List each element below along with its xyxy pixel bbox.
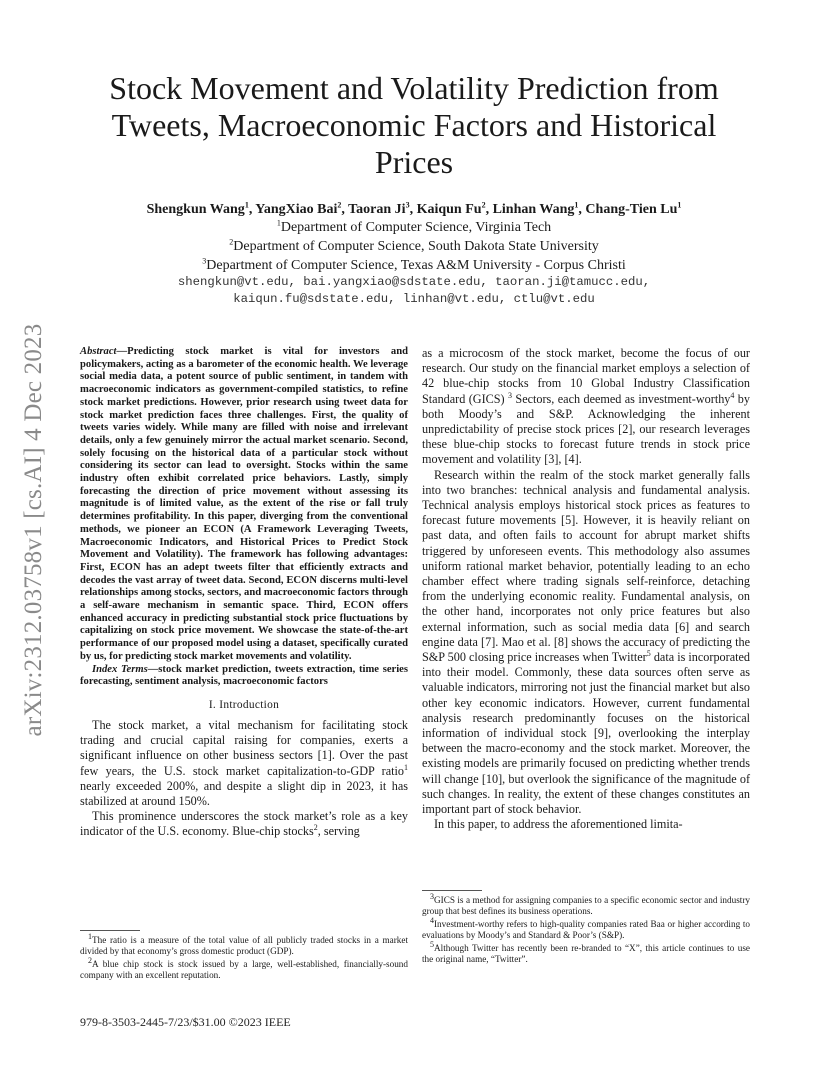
author-list: Shengkun Wang$^1$, YangXiao Bai$^2$, Taoran Ji$^3$, Kaiqun Fu$^2$, Linhan Wang$^1$, Chang-Tien Lu$^1$ [146,200,682,217]
footnote-mark: 4 [430,915,434,925]
paragraph-text: Sectors, each deemed as investment-worthy [512,391,731,406]
affiliation-mark: 2 [229,237,234,247]
footnote-ref: 5 [646,649,651,658]
affiliation-list [80,218,748,275]
footnote-ref: 2 [313,823,318,833]
footnote-rule [80,930,140,931]
footnote-text: A blue chip stock is stock issued by a large, well-established, financially-sound company with an excellent reputation. [80,959,408,980]
author-name: Linhan Wang [492,202,575,217]
body-paragraph [80,718,408,809]
abstract-text: —Predicting stock market is vital for investors and policymakers, acting as a barometer of the economic health. We leverage social media data, a potent source of public sentiment, in tandem with macroeconomic indicators as government-compiled statistics, to refine stock market predictions. However, prior research using tweet data for stock market prediction faces three challenges. First, the quality of tweets varies widely. While many are filled with noise and irrelevant details, only a few genuinely mirror the actual market scenario. Second, solely focusing on the historical data of a particular stock without considering its sector can lead to oversight. Stocks within the same industry often exhibit correlated price behaviors. Lastly, simply forecasting the direction of price movement without assessing its magnitude is of limited value, as the extent of the rise or fall truly determines profitability. In this paper, diverging from the conventional methods, we pioneer an ECON (A Framework Leveraging Tweets, Macroeconomic Indicators, and Historical Prices to Predict Stock Movement and Volatility). The framework has following advantages: First, ECON has an adept tweets filter that efficiently extracts and decodes the vast array of tweet data. Second, ECON discerns multi-level relationships among stocks, sectors, and macroeconomic factors through a self-aware mechanism in semantic space. Third, ECON offers enhanced accuracy in predicting substantial stock price fluctuations by capitalizing on stock price movement. We showcase the state-of-the-art performance of our proposed model using a dataset, specifically curated by us, for predicting stock market movements and volatility. [80,346,408,662]
author-name: Shengkun Wang [146,202,245,217]
author-affiliation-mark: 2 [337,200,342,210]
body-paragraph [422,468,750,818]
footnote-text: The ratio is a measure of the total value of all publicly traded stocks in a market divided by that economy’s gross domestic product (GDP). [80,935,408,956]
paragraph-text: In this paper, to address the aforementioned limita- [434,817,683,832]
left-column [80,346,408,840]
footnote [80,931,408,957]
footnote-ref: 3 [508,390,513,400]
body-paragraph [80,809,408,839]
arxiv-identifier: arXiv:2312.03758v1 [cs.AI] 4 Dec 2023 [20,323,47,737]
author-affiliation-mark: 1 [574,200,579,210]
email-list [80,274,748,308]
footnote-mark: 2 [88,955,92,965]
arxiv-side-stamp [4,300,64,760]
paper-title: Stock Movement and Volatility Prediction from Tweets, Macroeconomic Factors and Historical Prices [109,70,719,180]
author-name: Taoran Ji [348,202,406,217]
author-name: YangXiao Bai [255,202,338,217]
footnote-ref: 4 [730,390,735,400]
footnote-text: GICS is a method for assigning companies to a specific economic sector and industry group that best defines its business operations. [422,895,750,916]
footnote [422,939,750,965]
footnote-text: Although Twitter has recently been re-branded to “X”, this article continues to use the original name, “Twitter”. [422,943,750,964]
author-affiliation-mark: 1 [244,200,249,210]
paragraph-text: data is incorporated into their model. Commonly, these data sources often serve as valuable indicators, mirroring not just the financial market but also other key economic indicators. However, current fundamental analysis research predominantly focuses on the historical information of individual stock [9], overlooking the interplay between the macro-economy and the stock market. Moreover, the existing models are primarily focused on predicting whether trends will change [10], but overlook the significance of the magnitude of such changes. In reality, the extent of these changes constitutes an important part of stock behavior. [422,650,750,817]
footnote-text: Investment-worthy refers to high-quality companies rated Baa or higher according to evaluations by Moody’s and Standard & Poor’s (S&P). [422,919,750,940]
body-paragraph [422,346,750,468]
section-heading-introduction: I. Introduction [208,698,280,711]
right-column [422,346,750,833]
right-body-text [422,346,750,833]
footnote-rule [422,890,482,891]
footnote [80,955,408,981]
affiliation-mark: 3 [202,256,207,266]
affiliation-mark: 1 [276,218,281,228]
email-line: kaiqun.fu@sdstate.edu, linhan@vt.edu, ctlu@vt.edu [233,292,595,306]
paragraph-text: The stock market, a vital mechanism for facilitating stock trading and crucial capital raising for companies, exerts a significant influence on other business sectors [1]. Over the past few years, the U.S. stock market capitalization-to-GDP ratio [80,717,408,778]
paragraph-text: , serving [317,824,360,839]
affiliation-text: Department of Computer Science, South Dakota State University [233,239,599,254]
index-terms [80,664,408,689]
paragraph-text: as a microcosm of the stock market, become the focus of our research. Our study on the financial market employs a selection of 42 blue-chip stocks from 10 Global Industry Classification Standard (GICS) [422,346,750,406]
footnote-mark: 5 [430,939,434,949]
footnotes-right [422,880,750,967]
affiliation-text: Department of Computer Science, Virginia Tech [280,220,552,235]
email-line: shengkun@vt.edu, bai.yangxiao@sdstate.edu, taoran.ji@tamucc.edu, [177,275,651,289]
paragraph-text: by both Moody’s and S&P. Acknowledging the inherent unpredictability of precise stock prices [2], our research leverages these blue-chip stocks to forecast future trends in stock price movement and volatility [3], [4]. [422,391,750,467]
footnote-mark: 3 [430,891,434,901]
author-name: Chang-Tien Lu [585,202,678,217]
index-terms-label: Index Terms [92,663,148,675]
affiliation-line [80,237,748,256]
footnote [422,915,750,941]
copyright-footer: 979-8-3503-2445-7/23/$31.00 ©2023 IEEE [80,1015,291,1029]
paragraph-text: This prominence underscores the stock market’s role as a key indicator of the U.S. economy. Blue-chip stocks [80,809,408,839]
paragraph-text: Research within the realm of the stock market generally falls into two branches: technical analysis and fundamental analysis. Technical analysis employs historical stock prices as features to forecast future movements [5]. However, it is heavily reliant on past data, and often fails to account for abrupt market shifts triggered by unforeseen events. This methodology also assumes uniform rational market behavior, potentially leading to an echo chamber effect where trading signals self-reinforce, detaching from the underlying economic reality. Fundamental analysis, on the other hand, incorporates not only price features but also external information, such as social media data [6] and search engine data [7]. Mao et al. [8] shows the accuracy of predicting the S&P 500 closing price increases when Twitter [422,467,750,665]
footnotes-left [80,920,408,983]
abstract-label: Abstract [80,346,117,357]
author-name: Kaiqun Fu [416,202,482,217]
footnote-ref: 1 [404,762,408,772]
author-affiliation-mark: 1 [677,200,682,210]
affiliation-line [80,256,748,275]
footnote-mark: 1 [88,931,92,941]
affiliation-text: Department of Computer Science, Texas A&M University - Corpus Christi [206,258,626,273]
index-terms-text: —stock market prediction, tweets extraction, time series forecasting, sentiment analysis, macroeconomic factors [80,663,408,688]
author-affiliation-mark: 3 [405,200,410,210]
affiliation-line [80,218,748,237]
left-body-text [80,718,408,840]
body-paragraph [422,817,750,832]
author-affiliation-mark: 2 [481,200,486,210]
abstract [80,346,408,664]
footnote [422,891,750,917]
paragraph-text: nearly exceeded 200%, and despite a slight dip in 2023, it has stabilized at around 150%. [80,778,408,808]
